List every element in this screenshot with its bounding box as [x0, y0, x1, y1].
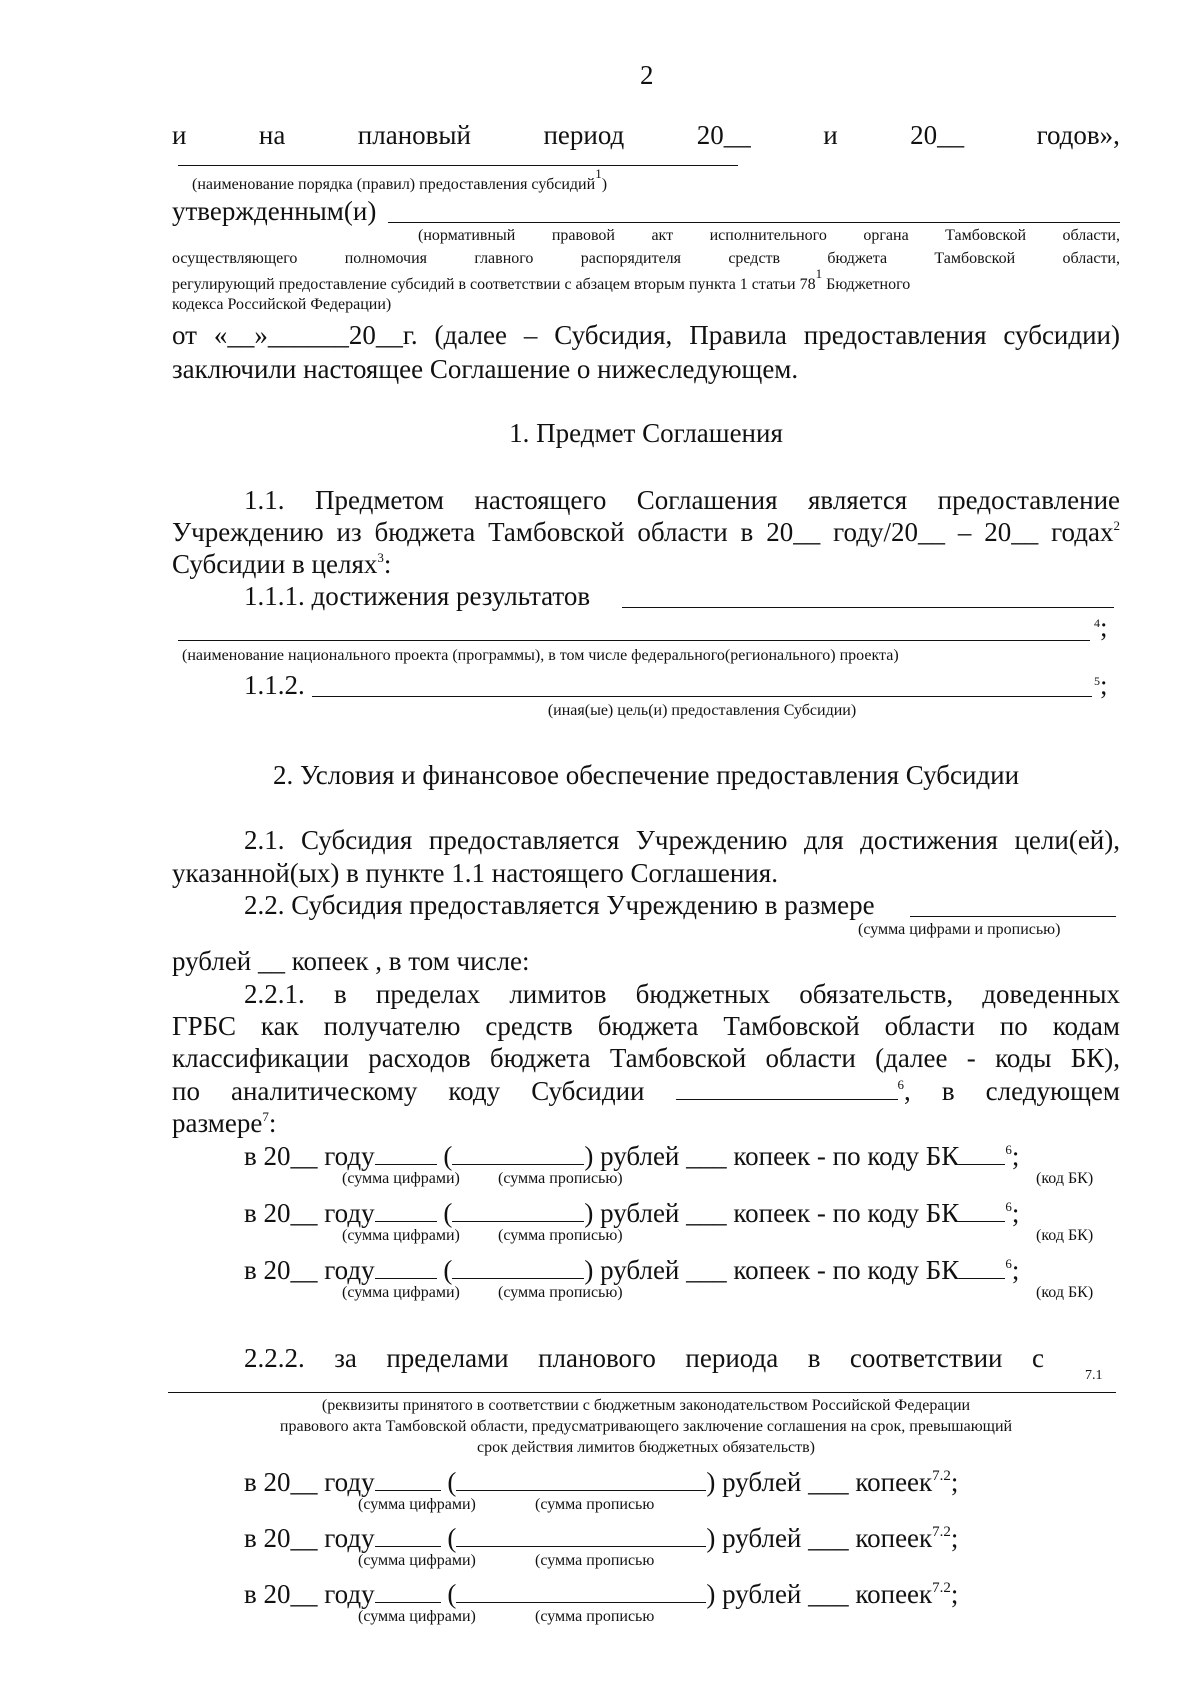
colon: :	[268, 1108, 277, 1138]
para-text: Учреждению из бюджета Тамбовской области в 20__ году/20__ – 20__ годах	[172, 517, 1114, 547]
caption-requisites-line-2: правового акта Тамбовской области, предусматривающего заключение соглашения на срок, превышающий	[279, 1418, 1013, 1435]
p1-1-line-1: 1.1. Предметом настоящего Соглашения является предоставление	[244, 485, 1120, 515]
caption-other-goal: (иная(ые) цель(и) предоставления Субсидии)	[547, 702, 857, 719]
row-close: ) рублей ___ копеек	[706, 1467, 933, 1497]
row-close: ) рублей ___ копеек - по коду БК	[584, 1141, 960, 1171]
digits-blank	[375, 1526, 441, 1547]
requisites-blank-line	[168, 1392, 1116, 1393]
caption-code: (код БК)	[1036, 1284, 1094, 1301]
year-prefix: в 20__ году	[244, 1255, 375, 1285]
word: в	[807, 1343, 821, 1373]
words-blank	[456, 1526, 706, 1547]
caption-tail: )	[601, 176, 608, 193]
word: аналитическому	[231, 1076, 418, 1106]
p2-2-1-line-4	[172, 1078, 1120, 1105]
p1-1-2-end	[1094, 672, 1108, 699]
date-line: от «__»______20__г. (далее – Субсидия, Правила предоставления субсидии)	[172, 320, 1120, 350]
semicolon: ;	[950, 1579, 959, 1609]
word: и	[172, 120, 187, 150]
rubles-line: рублей __ копеек , в том числе:	[172, 946, 530, 976]
paren-open: (	[447, 1523, 457, 1553]
results-blank-line	[622, 607, 1114, 608]
semicolon: ;	[1011, 1141, 1020, 1171]
concluded-line: заключили настоящее Соглашение о нижеследующем.	[172, 354, 799, 384]
analytic-code-field	[676, 1078, 911, 1105]
digits-blank	[375, 1258, 437, 1279]
p1-1-line-3	[172, 551, 391, 578]
caption-digits: (сумма цифрами)	[342, 1284, 460, 1301]
footnote-ref: 7	[262, 1109, 269, 1124]
year-row-text	[244, 1200, 1019, 1227]
caption-digits: (сумма цифрами)	[342, 1227, 460, 1244]
paren-open: (	[447, 1467, 457, 1497]
digits-blank	[375, 1582, 441, 1603]
caption-code: (код БК)	[1036, 1170, 1094, 1187]
word: 2.2.2.	[244, 1343, 305, 1373]
other-goal-blank-line	[312, 696, 1092, 697]
caption-digits: (сумма цифрами)	[342, 1170, 460, 1187]
word: период	[543, 120, 625, 150]
caption-digits: (сумма цифрами)	[358, 1552, 476, 1569]
p1-1-line-2	[172, 519, 1120, 546]
word: 20__	[696, 120, 751, 150]
procedure-blank-line	[178, 165, 738, 166]
caption-words: (сумма прописью)	[498, 1170, 623, 1187]
caption-act-line-3	[172, 266, 911, 293]
footnote-ref: 7.2	[932, 1524, 951, 1540]
semicolon: ;	[1011, 1255, 1020, 1285]
semicolon: ;	[950, 1467, 959, 1497]
year-prefix: в 20__ году	[244, 1579, 375, 1609]
footnote-ref: 4	[1094, 616, 1100, 630]
row-close: ) рублей ___ копеек - по коду БК	[584, 1198, 960, 1228]
caption-sum-words: (сумма цифрами и прописью)	[858, 921, 1061, 938]
footnote-ref: 1	[815, 266, 823, 281]
word: коду	[448, 1076, 501, 1106]
caption-procedure	[192, 166, 608, 193]
code-blank	[959, 1144, 1005, 1165]
caption-digits: (сумма цифрами)	[358, 1608, 476, 1625]
word: годов»,	[1036, 120, 1120, 150]
caption-tail: Бюджетного	[822, 276, 911, 293]
code-blank	[959, 1258, 1005, 1279]
beyond-row-text	[244, 1581, 958, 1608]
word: с	[1031, 1343, 1044, 1373]
digits-blank	[375, 1201, 437, 1222]
words-blank	[456, 1470, 706, 1491]
words-blank	[452, 1144, 584, 1165]
page-number: 2	[640, 60, 654, 90]
footnote-ref: 3	[377, 550, 384, 565]
word: за	[334, 1343, 357, 1373]
comma: ,	[904, 1076, 911, 1106]
p2-1-line-2: указанной(ых) в пункте 1.1 настоящего Соглашения.	[172, 858, 778, 888]
caption-requisites-line-1: (реквизиты принятого в соответствии с бюджетным законодательством Российской Федерации	[321, 1397, 971, 1414]
p1-1-2: 1.1.2.	[244, 670, 305, 700]
word: 20__	[910, 120, 965, 150]
word: и	[823, 120, 838, 150]
intro-line-1	[172, 122, 1120, 149]
word: следующем	[985, 1076, 1120, 1106]
digits-blank	[375, 1144, 437, 1165]
p2-2: 2.2. Субсидия предоставляется Учреждению в размере	[244, 890, 875, 920]
digits-blank	[375, 1470, 441, 1491]
caption-digits: (сумма цифрами)	[358, 1496, 476, 1513]
p2-1-line-1: 2.1. Субсидия предоставляется Учреждению для достижения цели(ей),	[244, 825, 1120, 855]
p1-1-1: 1.1.1. достижения результатов	[244, 581, 591, 611]
year-prefix: в 20__ году	[244, 1467, 375, 1497]
caption-words: (сумма прописью	[535, 1552, 655, 1569]
caption-words: (сумма прописью)	[498, 1227, 623, 1244]
row-close: ) рублей ___ копеек	[706, 1579, 933, 1609]
caption-text: (наименование порядка (правил) предоставления субсидий	[192, 176, 596, 193]
year-row-text	[244, 1143, 1019, 1170]
para-tail: :	[383, 549, 392, 579]
word: периода	[685, 1343, 779, 1373]
caption-act-line-1: (нормативный правовой акт исполнительного органа Тамбовской области,	[418, 227, 1120, 244]
paren-open: (	[447, 1579, 457, 1609]
row-close: ) рублей ___ копеек - по коду БК	[584, 1255, 960, 1285]
p2-2-1-line-2: ГРБС как получателю средств бюджета Тамбовской области по кодам	[172, 1011, 1120, 1041]
p2-2-1-line-5	[172, 1110, 276, 1137]
section-1-title: 1. Предмет Соглашения	[509, 418, 783, 448]
word: плановый	[357, 120, 471, 150]
beyond-row-text	[244, 1525, 958, 1552]
words-blank	[452, 1258, 584, 1279]
caption-words: (сумма прописью	[535, 1496, 655, 1513]
semicolon: ;	[1100, 670, 1108, 700]
para-text: размере	[172, 1108, 263, 1138]
footnote-ref: 6	[897, 1077, 905, 1092]
caption-code: (код БК)	[1036, 1227, 1094, 1244]
word: пределами	[386, 1343, 509, 1373]
word: в	[941, 1076, 955, 1106]
footnote-ref: 6	[1005, 1256, 1012, 1271]
semicolon: ;	[1011, 1198, 1020, 1228]
para-text: Субсидии в целях	[172, 549, 378, 579]
results-blank-line-2	[178, 640, 1090, 641]
words-blank	[456, 1582, 706, 1603]
amount-blank-line	[910, 916, 1116, 917]
beyond-row-text	[244, 1469, 958, 1496]
footnote-ref: 6	[1005, 1142, 1012, 1157]
word: по	[172, 1076, 200, 1106]
caption-act-line-4: кодекса Российской Федерации)	[172, 296, 392, 313]
word: соответствии	[849, 1343, 1003, 1373]
word: на	[258, 120, 286, 150]
p2-2-2-footnote-ref: 7.1	[1085, 1368, 1103, 1383]
word: Субсидии	[531, 1076, 645, 1106]
words-blank	[452, 1201, 584, 1222]
footnote-ref: 6	[1005, 1199, 1012, 1214]
year-prefix: в 20__ году	[244, 1198, 375, 1228]
caption-project: (наименование национального проекта (программы), в том числе федерального(регионального) проекта)	[182, 647, 899, 664]
footnote-ref: 5	[1094, 674, 1100, 688]
approved-label: утвержденным(и)	[172, 196, 377, 226]
caption-text: регулирующий предоставление субсидий в соответствии с абзацем вторым пункта 1 статьи 78	[172, 276, 816, 293]
paren-open: (	[443, 1198, 453, 1228]
word: планового	[538, 1343, 656, 1373]
p2-2-1-line-1: 2.2.1. в пределах лимитов бюджетных обязательств, доведенных	[244, 979, 1120, 1009]
code-blank	[959, 1201, 1005, 1222]
caption-words: (сумма прописью)	[498, 1284, 623, 1301]
row-close: ) рублей ___ копеек	[706, 1523, 933, 1553]
paren-open: (	[443, 1141, 453, 1171]
semicolon: ;	[1100, 612, 1108, 642]
semicolon: ;	[950, 1523, 959, 1553]
caption-words: (сумма прописью	[535, 1608, 655, 1625]
p2-2-2-line	[244, 1345, 1044, 1372]
approved-blank-line	[388, 222, 1120, 223]
p2-2-1-line-3: классификации расходов бюджета Тамбовской области (далее - коды БК),	[172, 1043, 1120, 1073]
footnote-ref: 1	[595, 166, 602, 181]
paren-open: (	[443, 1255, 453, 1285]
caption-act-line-2: осуществляющего полномочия главного распорядителя средств бюджета Тамбовской области,	[172, 250, 1120, 267]
year-prefix: в 20__ году	[244, 1141, 375, 1171]
footnote-ref: 2	[1113, 518, 1120, 533]
section-2-title: 2. Условия и финансовое обеспечение предоставления Субсидии	[272, 760, 1020, 790]
year-row-text	[244, 1257, 1019, 1284]
analytic-code-blank	[676, 1079, 898, 1100]
footnote-ref: 7.2	[932, 1468, 951, 1484]
footnote-ref: 7.2	[932, 1580, 951, 1596]
caption-requisites-line-3: срок действия лимитов бюджетных обязательств)	[477, 1439, 815, 1456]
p1-1-1-end	[1094, 614, 1108, 641]
year-prefix: в 20__ году	[244, 1523, 375, 1553]
